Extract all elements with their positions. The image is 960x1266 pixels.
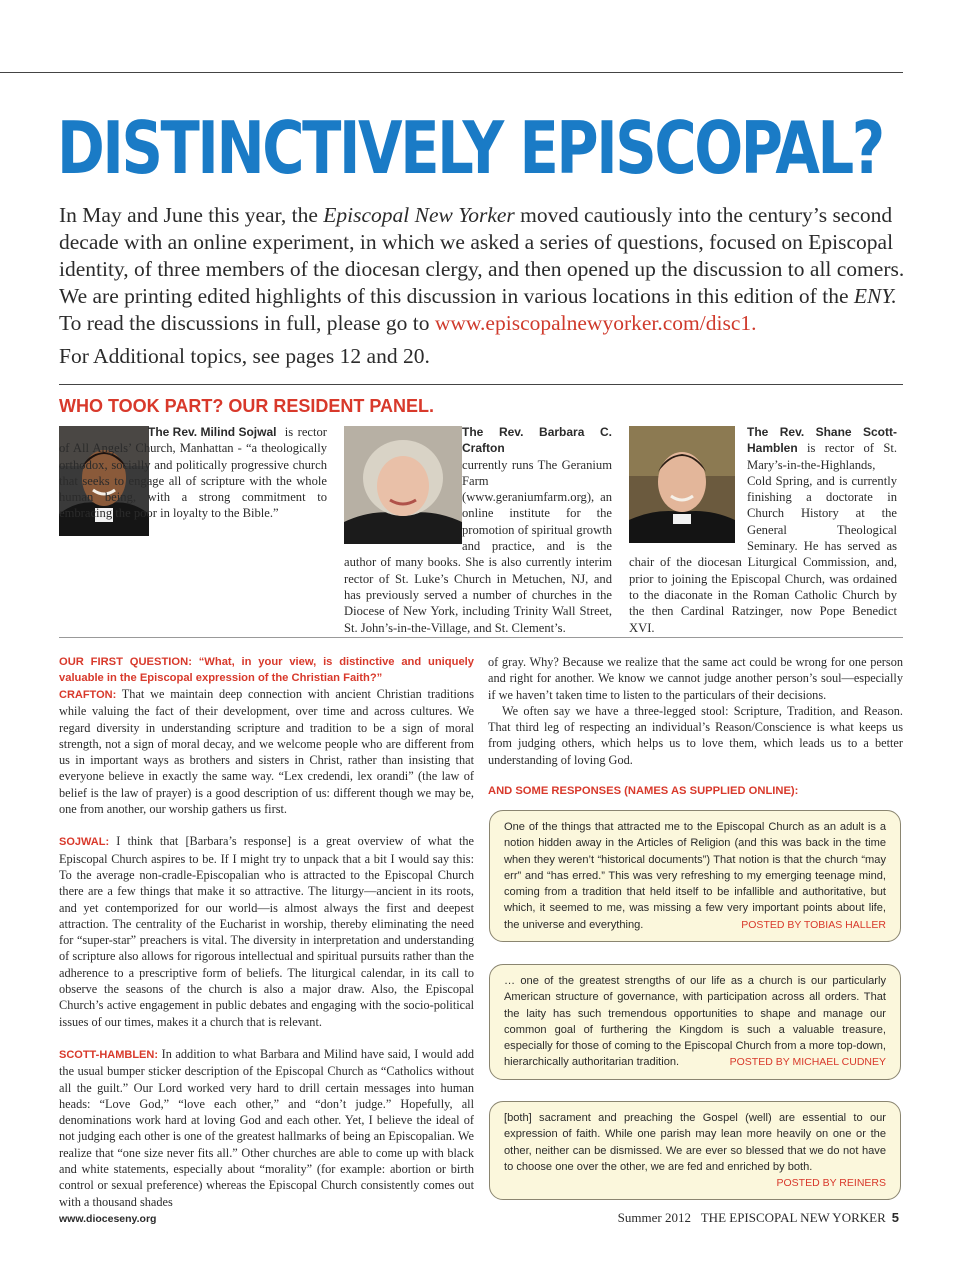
discussion-link[interactable]: www.episcopalnewyorker.com/disc1. [434,311,757,335]
crafton-bio-text: currently runs The Geranium Farm (www.geraniumfarm.org), an online institute for the promotion of spiritual growth and practice, and is the author of many books. She is also currently interim rector of St. Luke’s Church in Metuchen, NJ, and has previously served a number of churches in the Diocese of New York, including Trinity Wall Street, St. John’s-in-the-Village, and St. Clement’s. [344,457,612,635]
sojwal-answer [59,833,474,1030]
response-box [489,964,901,1080]
scott-hamblen-answer [59,1046,474,1210]
left-column [59,654,474,1210]
section-rule [59,384,903,385]
continuation-paragraph: of gray. Why? Because we realize that the same act could be wrong for one person and right for another. We know we cannot judge another person’s soul—especially if we haven’t taken time to listen to the particulars of their decisions. [488,655,903,702]
answer-text: I think that [Barbara’s response] is a great overview of what the Episcopal Church aspires to be. If I might try to unpack that a bit I would say this: To the average non-cradle-Episcopalian who is attracted to the Episcopal Church there are a few things that make it so attractive. The liturgy—ancient in its roots, and yet contemporized for our world—is almost always the first and deepest attraction. The centrality of the Eucharist in worship, thereby eliminating the need for “super-star” preachers is vital. The diversity in interpretation and understanding of scripture also allows for rigorous intellectual and spiritual pursuits rather than the adherence to a prescriptive form of beliefs. The liturgical calendar, in its call to observe the seasons of the church is also a major draw. Also, the Episcopal Church’s active engagement in public debates and engaging with the socio-political issues of our times, makes it a church that is relevant. [59,834,474,1029]
response-box [489,810,901,942]
page-title: DISTINCTIVELY EPISCOPAL? [57,106,883,190]
response-text: [both] sacrament and preaching the Gospel (well) are essential to our expression of faith. While one parish may lean more heavily on one or the other, neither can be dismissed. We are ever so blessed that we do not have to choose one over the other, we are fed and enriched by both. [504,1112,886,1173]
response-text: … one of the greatest strengths of our life as a church is our particularly American structure of governance, with participation across all orders. That the laity has such tremendous opportunities to shape and manage our common goal of furthering the Kingdom is such a valuable treasure, especially for those of coming to the Episcopal Church from a more top-down, hierarchically authoritarian tradition. [504,975,886,1069]
crafton-bio [344,424,612,636]
speaker-label: SOJWAL: [59,836,110,849]
footer-issue: Summer 2012 [617,1210,691,1225]
footer-info [618,1210,899,1226]
page-number: 5 [891,1210,899,1225]
response-byline: POSTED BY REINERS [776,1177,886,1190]
sojwal-bio [59,424,327,522]
scott-hamblen-bio [629,424,897,636]
intro-paragraph [59,202,905,337]
response-text: One of the things that attracted me to the Episcopal Church as an adult is a notion hidden away in the Articles of Religion (and this was back in the time when they weren’t “historical documents”) That notion is that the church “may err” and “has erred.” This was very refreshing to my emerging teenage mind, coming from a tradition that held itself to be infallible and authoritative, but which, it seemed to me, was missing a few very important points about life, the universe and everything. [504,821,886,931]
response-byline: POSTED BY TOBIAS HALLER [741,918,886,931]
answer-text: That we maintain deep connection with ancient Christian traditions while valuing the fact of their development, over time and across cultures. We regard diversity in understanding scripture and tradition to be a sign of moral strength, not a sign of moral decay, and we welcome people who are different from us in important ways as brothers and sisters in Christ, rather than insisting that everyone believe in exactly the same way. “Lex credendi, lex orandi” (the law of belief is the law of prayer) is a good description of us: different though we may be, one from another, our worship gathers us first. [59,687,474,817]
intro-text: moved cautiously into the century’s second decade with an online experiment, in which we asked a series of questions, focused on Episcopal identity, of three members of the diocesan clergy, and then opened up the discussion to all comers. We are printing edited highlights of this discussion in various locations in this edition of the [59,203,905,308]
speaker-label: CRAFTON: [59,689,117,701]
footer-website[interactable]: www.dioceseny.org [59,1213,157,1225]
panel-heading: WHO TOOK PART? OUR RESIDENT PANEL. [59,396,435,416]
publication-abbrev: ENY. [853,284,897,308]
additional-topics: For Additional topics, see pages 12 and 20. [59,344,430,368]
right-column [488,654,903,768]
publication-name: Episcopal New Yorker [323,203,515,227]
crafton-name: The Rev. Barbara C. Crafton [462,425,612,456]
sojwal-bio-text: is rector of All Angels’ Church, Manhattan - “a theologically orthodox, socially and politically progressive church that seeks to engage all of scripture with the whole human being, with a strong commitment to embracing the poor in loyalty to the Bible.” [59,425,327,521]
sojwal-name: The Rev. Milind Sojwal [148,425,277,439]
crafton-answer [59,686,474,817]
continuation-paragraph: We often say we have a three-legged stool: Scripture, Tradition, and Reason. That third leg of respecting an individual’s Reason/Conscience is what keeps us from judging others, which helps us to love them, which leads us to a better understanding of loving God. [488,703,903,767]
answer-text: In addition to what Barbara and Milind have said, I would add the usual bumper sticker description of the Episcopal Church as “Catholics without all the guilt.” Our Lord worked very hard to drill certain messages into human heads: “Love God,” “love each other,” and “don’t judge.” Hopefully, all denominations work hard at loving God and each other. Yet, I believe the ideal of not judging each other is one of the greatest hallmarks of being an Episcopalian. We realize that “one size never fits all.” Other churches are able to come up with black and white statements, especially about “morality” (for example: abortion or birth control or sexual preference) whereas the Episcopal Church consistently comes out with a thousand shades [59,1046,474,1209]
top-rule [0,72,903,73]
panel-rule [59,637,903,638]
scott-hamblen-bio-text: is rector of St. Mary’s-in-the-Highlands, Cold Spring, and is currently finishing a doctorate in Church History at the General Theological Seminary. He has served as chair of the diocesan Liturgical Commission, and, prior to joining the Episcopal Church, was ordained to the diaconate in the Roman Catholic Church by the then Cardinal Ratzinger, now Pope Benedict XVI. [629,441,897,635]
response-byline: POSTED BY MICHAEL CUDNEY [729,1056,886,1069]
scott-hamblen-name: The Rev. Shane Scott-Hamblen [747,425,897,456]
response-box [489,1101,901,1200]
footer-publication: THE EPISCOPAL NEW YORKER [700,1210,886,1225]
responses-heading: AND SOME RESPONSES (NAMES AS SUPPLIED ONLINE): [488,785,799,797]
intro-text: To read the discussions in full, please go to [59,311,435,335]
question-text: OUR FIRST QUESTION: “What, in your view, is distinctive and uniquely valuable in the Episcopal expression of the Christian Faith?” [59,656,474,684]
speaker-label: SCOTT-HAMBLEN: [59,1048,158,1061]
intro-text: In May and June this year, the [59,203,324,227]
